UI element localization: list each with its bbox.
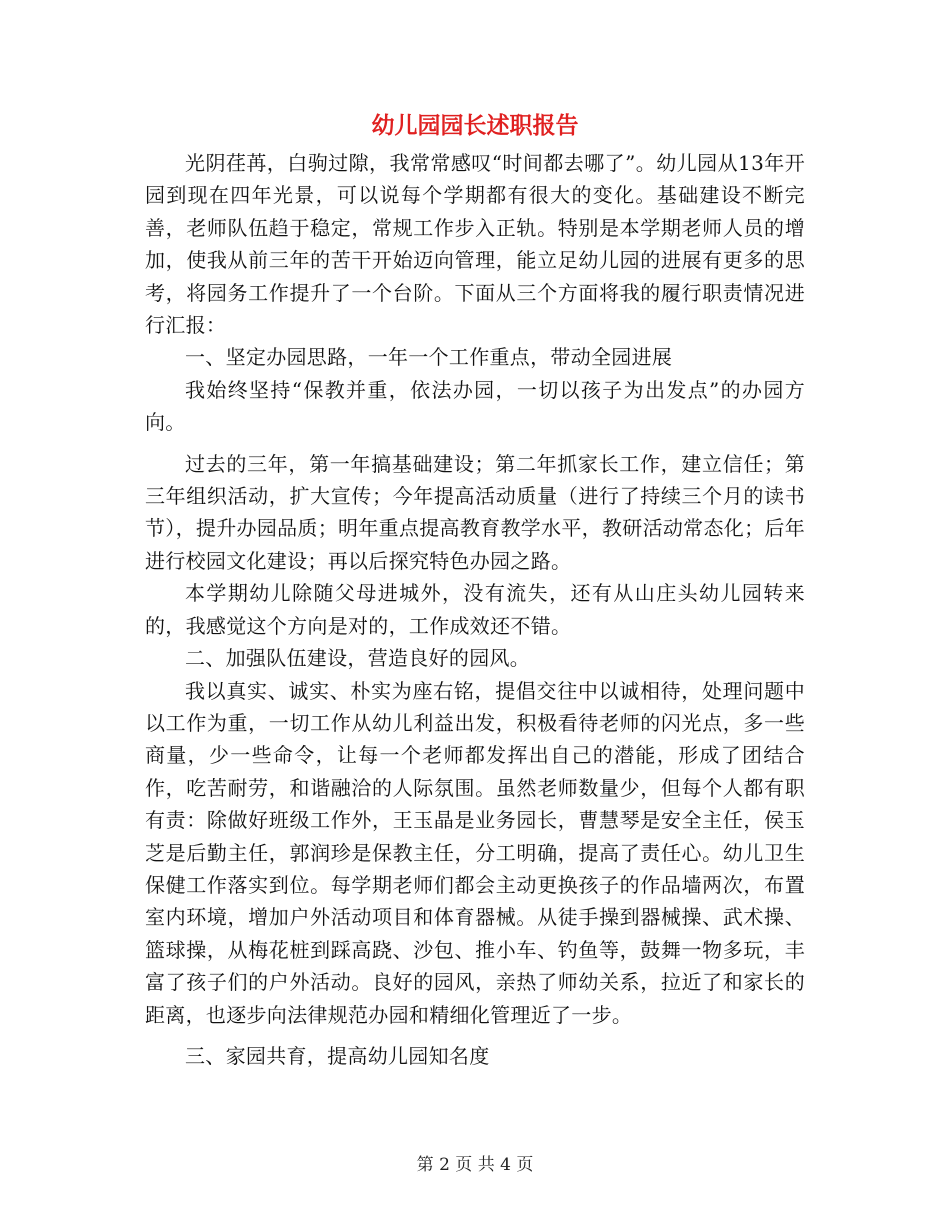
paragraph-intro: 光阴荏苒，白驹过隙，我常常感叹“时间都去哪了”。幼儿园从13年开园到现在四年光景，可以说每个学期都有很大的变化。基础建设不断完善，老师队伍趋于稳定，常规工作步入正轨。特别是本学期老师人员的增加，使我从前三年的苦干开始迈向管理，能立足幼儿园的进展有更多的思考，将园务工作提升了一个台阶。下面从三个方面将我的履行职责情况进行汇报： [145, 151, 805, 338]
document-title: 幼儿园园长述职报告 [371, 112, 579, 139]
paragraph-team-building: 我以真实、诚实、朴实为座右铭，提倡交往中以诚相待，处理问题中以工作为重，一切工作从幼儿利益出发，积极看待老师的闪光点，多一些商量，少一些命令，让每一个老师都发挥出自己的潜能，形成了团结合作，吃苦耐劳，和谐融洽的人际氛围。虽然老师数量少，但每个人都有职有责：除做好班级工作外，王玉晶是业务园长，曹慧琴是安全主任，侯玉芝是后勤主任，郭润珍是保教主任，分工明确，提高了责任心。幼儿卫生保健工作落实到位。每学期老师们都会主动更换孩子的作品墙两次，布置室内环境，增加户外活动项目和体育器械。从徒手操到器械操、武术操、篮球操，从梅花桩到踩高跷、沙包、推小车、钓鱼等，鼓舞一物多玩，丰富了孩子们的户外活动。良好的园风，亲热了师幼关系，拉近了和家长的距离，也逐步向法律规范办园和精细化管理近了一步。 [145, 678, 805, 1027]
page-number: 第 2 页 共 4 页 [416, 1155, 534, 1175]
section-heading-1: 一、坚定办园思路，一年一个工作重点，带动全园进展 [185, 345, 673, 370]
section-heading-2: 二、加强队伍建设，营造良好的园风。 [185, 646, 531, 671]
paragraph-past-three-years: 过去的三年，第一年搞基础建设；第二年抓家长工作，建立信任；第三年组织活动，扩大宣传；今年提高活动质量（进行了持续三个月的读书节），提升办园品质；明年重点提高教育教学水平，教研活动常态化；后年进行校园文化建设；再以后探究特色办园之路。 [145, 451, 805, 573]
document-body [145, 147, 805, 1072]
paragraph-enrollment: 本学期幼儿除随父母进城外，没有流失，还有从山庄头幼儿园转来的，我感觉这个方向是对的，工作成效还不错。 [145, 581, 805, 638]
paragraph-philosophy: 我始终坚持“保教并重，依法办园，一切以孩子为出发点”的办园方向。 [145, 377, 805, 435]
section-heading-3: 三、家园共育，提高幼儿园知名度 [185, 1043, 490, 1068]
